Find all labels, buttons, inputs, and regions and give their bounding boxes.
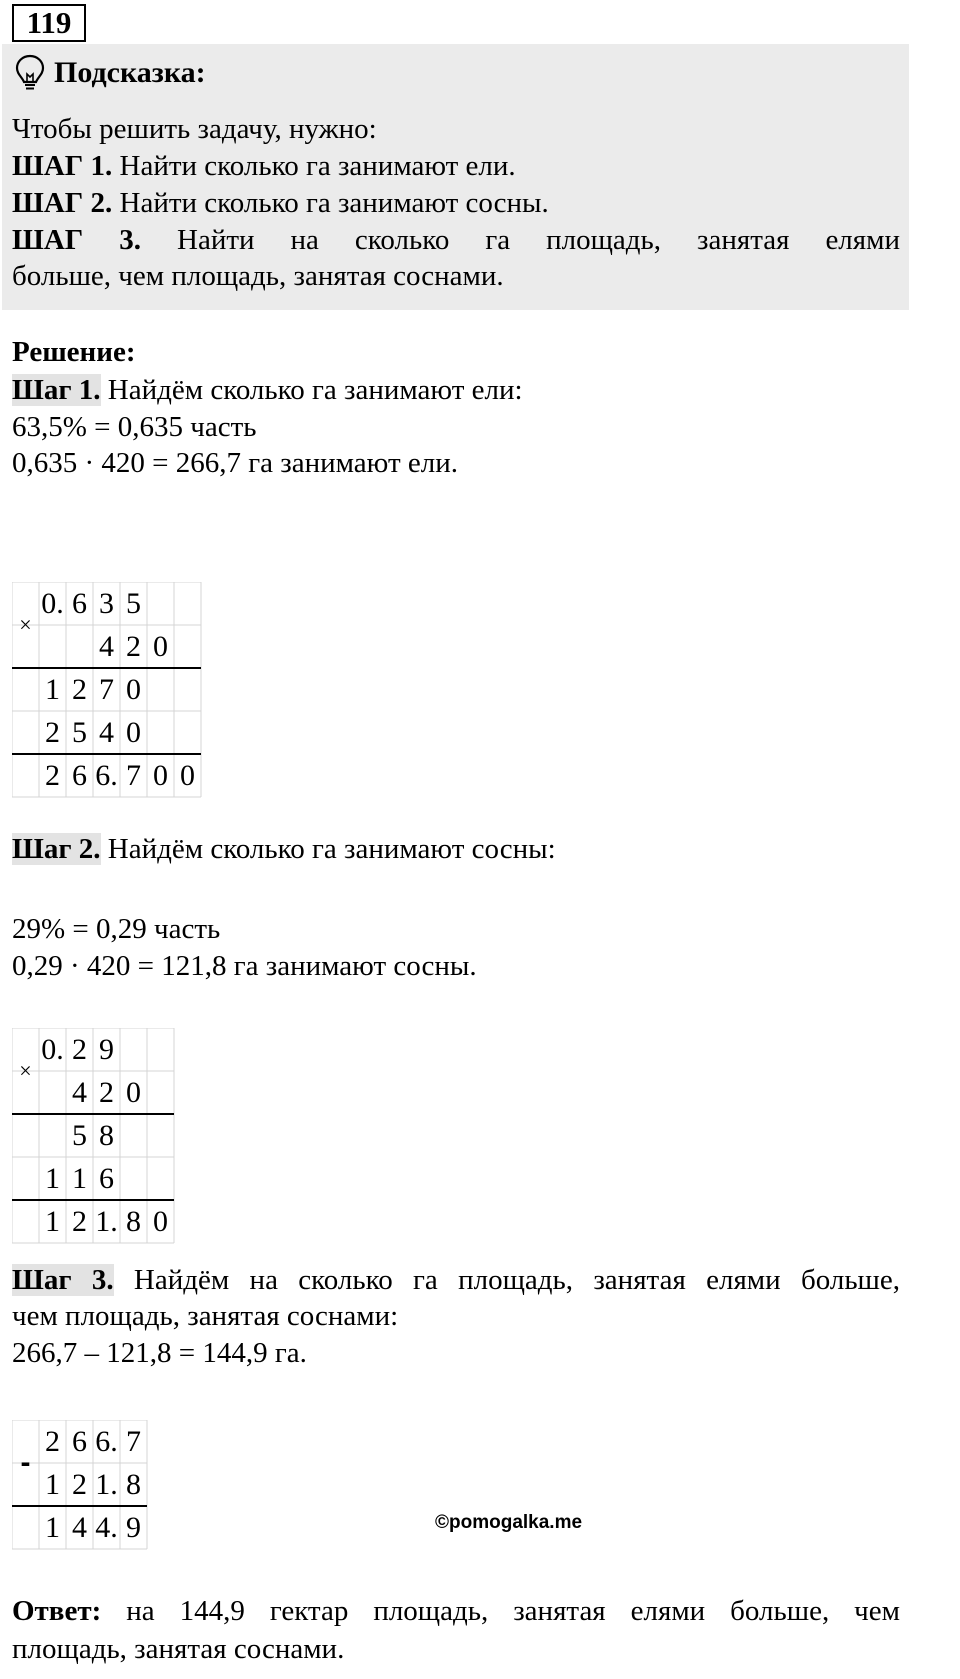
step1-heading [12,371,523,409]
digit-cell [66,625,93,668]
digit-cell: 6 [99,1162,114,1195]
subtraction-grid [12,1420,147,1549]
step1-label: Шаг 1. [12,374,101,406]
hint-step-label: ШАГ 1. [12,150,113,182]
digit-cell: 2 [72,1205,87,1238]
operation-sign: - [20,1446,31,1479]
digit-cell [147,1071,174,1114]
step2-label: Шаг 2. [12,833,101,865]
digit-cell: 6 [72,587,87,620]
digit-cell: 0. [41,1033,64,1066]
hint-step-text: Найти сколько га занимают сосны. [112,187,549,219]
digit-cell: 2 [45,716,60,749]
digit-cell: 3 [99,587,114,620]
solution-title: Решение: [12,336,136,368]
watermark: ©pomogalka.me [435,1512,583,1533]
digit-cell [120,1114,147,1157]
operation-sign: × [19,612,32,637]
digit-cell: 2 [99,1076,114,1109]
digit-cell [147,668,174,711]
lightbulb-icon [14,54,46,92]
digit-cell: 4 [99,630,114,663]
digit-cell [147,711,174,754]
digit-cell: 6 [72,1425,87,1458]
digit-cell: 1 [45,673,60,706]
digit-cell: 8 [126,1205,141,1238]
digit-cell: 7 [126,1425,141,1458]
step3-label: Шаг 3. [12,1264,114,1296]
digit-cell: 2 [45,1425,60,1458]
digit-cell: 1. [95,1468,118,1501]
hint-title: Подсказка: [54,56,206,89]
digit-cell: 6. [95,759,118,792]
digit-cell: 0 [153,759,168,792]
digit-cell: 7 [99,673,114,706]
digit-cell: 5 [72,1119,87,1152]
digit-cell: 8 [126,1468,141,1501]
digit-cell: 0 [153,1205,168,1238]
hint-intro: Чтобы решить задачу, нужно: [12,113,377,145]
step3-heading [12,1261,900,1299]
digit-cell: 4 [99,716,114,749]
step3-cont: чем площадь, занятая соснами: [12,1300,399,1332]
hint-step-text: Найти на сколько га площадь, занятая елями [141,224,900,256]
hint-step-2 [12,184,549,222]
answer-text: на 144,9 гектар площадь, занятая елями больше, чем [101,1595,900,1627]
digit-cell [174,668,201,711]
digit-cell: 0 [126,673,141,706]
hint-step-label: ШАГ 2. [12,187,113,219]
digit-cell [120,1157,147,1200]
step2-line2: 0,29 · 420 = 121,8 га занимают сосны. [12,950,477,982]
digit-cell: 9 [126,1511,141,1544]
digit-cell: 1 [45,1511,60,1544]
step1-text: Найдём сколько га занимают ели: [100,374,523,406]
digit-cell [39,625,66,668]
digit-cell [147,1028,174,1071]
digit-cell: 7 [126,759,141,792]
digit-cell: 1. [95,1205,118,1238]
digit-cell: 2 [72,1468,87,1501]
digit-cell: 6 [72,759,87,792]
digit-cell: 5 [126,587,141,620]
digit-cell: 0. [41,587,64,620]
digit-cell [174,582,201,625]
step3-line1: 266,7 – 121,8 = 144,9 га. [12,1337,307,1369]
digit-cell [39,1071,66,1114]
hint-step-text: Найти сколько га занимают ели. [112,150,516,182]
digit-cell: 0 [153,630,168,663]
operation-sign: × [19,1058,32,1083]
hint-step-3 [12,221,900,259]
digit-cell: 4 [72,1511,87,1544]
digit-cell: 6. [95,1425,118,1458]
digit-cell: 1 [45,1205,60,1238]
digit-cell: 0 [126,716,141,749]
digit-cell: 8 [99,1119,114,1152]
multiplication-grid-1 [12,582,201,797]
digit-cell [147,582,174,625]
digit-cell: 2 [45,759,60,792]
digit-cell: 1 [45,1162,60,1195]
digit-cell: 2 [72,673,87,706]
digit-cell: 2 [72,1033,87,1066]
hint-step-label: ШАГ 3. [12,224,141,256]
digit-cell: 4 [72,1076,87,1109]
step2-heading [12,830,556,868]
digit-cell [174,625,201,668]
step1-line2: 0,635 · 420 = 266,7 га занимают ели. [12,447,458,479]
step2-line1: 29% = 0,29 часть [12,913,221,945]
digit-cell [147,1157,174,1200]
step2-text: Найдём сколько га занимают сосны: [100,833,556,865]
step1-line1: 63,5% = 0,635 часть [12,411,257,443]
digit-cell: 2 [126,630,141,663]
multiplication-grid-2 [12,1028,174,1243]
task-number: 119 [12,4,86,42]
hint-step-1 [12,147,516,185]
digit-cell: 1 [45,1468,60,1501]
digit-cell: 1 [72,1162,87,1195]
answer-cont: площадь, занятая соснами. [12,1633,345,1665]
digit-cell: 4. [95,1511,118,1544]
digit-cell: 0 [126,1076,141,1109]
digit-cell [147,1114,174,1157]
digit-cell [120,1028,147,1071]
digit-cell [39,1114,66,1157]
step3-text: Найдём на сколько га площадь, занятая елями больше, [113,1264,901,1296]
digit-cell: 5 [72,716,87,749]
digit-cell: 9 [99,1033,114,1066]
digit-cell [174,711,201,754]
answer-label: Ответ: [12,1595,102,1627]
hint-step-3-cont: больше, чем площадь, занятая соснами. [12,260,504,292]
answer-line [12,1592,900,1630]
digit-cell: 0 [180,759,195,792]
